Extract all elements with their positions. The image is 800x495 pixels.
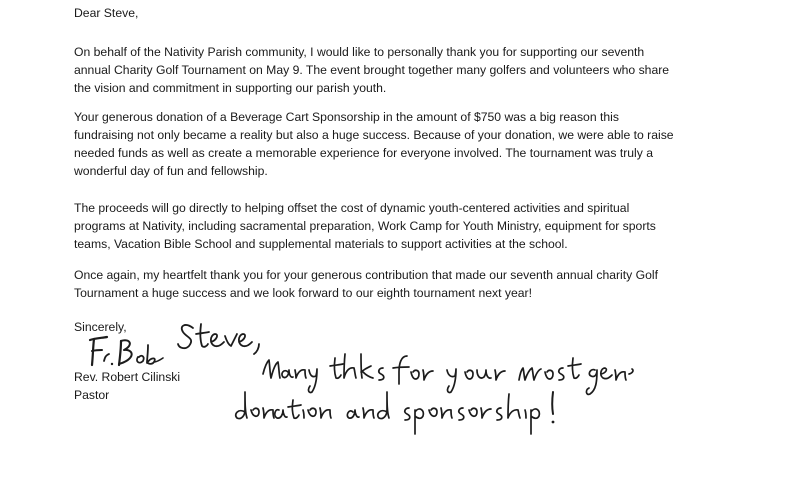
paragraph xyxy=(74,199,774,253)
signer-name: Rev. Robert Cilinski xyxy=(74,370,181,384)
paragraph-line: the vision and commitment in supporting our parish youth. xyxy=(74,81,387,95)
paragraph-line: needed funds as well as create a memorable experience for everyone involved. The tournament was truly a xyxy=(74,146,654,160)
paragraph-line: programs at Nativity, including sacramental preparation, Work Camp for Youth Ministry, equipment for sports xyxy=(74,219,656,233)
handwritten-note xyxy=(175,312,635,452)
paragraph-line: annual Charity Golf Tournament on May 9. The event brought together many golfers and volunteers who share xyxy=(74,63,670,77)
closing: Sincerely, xyxy=(74,320,127,334)
paragraph-line: teams, Vacation Bible School and supplemental materials to support activities at the school. xyxy=(74,237,568,251)
handwritten-note-drawing xyxy=(175,312,635,447)
paragraph-line: wonderful day of fun and fellowship. xyxy=(74,164,268,178)
salutation: Dear Steve, xyxy=(74,6,139,20)
paragraph xyxy=(74,266,774,302)
paragraph-line: Once again, my heartfelt thank you for your generous contribution that made our seventh annual charity Golf xyxy=(74,268,658,282)
note-greeting-scribble xyxy=(178,324,259,354)
paragraph-line: The proceeds will go directly to helping offset the cost of dynamic youth-centered activities and spiritual xyxy=(74,201,630,215)
handwritten-signature xyxy=(88,335,168,376)
paragraph-line: On behalf of the Nativity Parish community, I would like to personally thank you for supporting our seventh xyxy=(74,45,645,59)
signer-title: Pastor xyxy=(74,388,110,402)
signature-drawing xyxy=(88,335,168,371)
paragraph-line: Your generous donation of a Beverage Cart Sponsorship in the amount of $750 was a big reason this xyxy=(74,110,619,124)
paragraph-line: Tournament a huge success and we look forward to our eighth tournament next year! xyxy=(74,286,532,300)
note-line2-scribble xyxy=(236,392,555,434)
paragraph xyxy=(74,43,774,97)
note-line1-scribble xyxy=(263,354,633,394)
paragraph-line: fundraising not only became a reality but also a huge success. Because of your donation, we were able to raise xyxy=(74,128,674,142)
paragraph xyxy=(74,108,774,180)
